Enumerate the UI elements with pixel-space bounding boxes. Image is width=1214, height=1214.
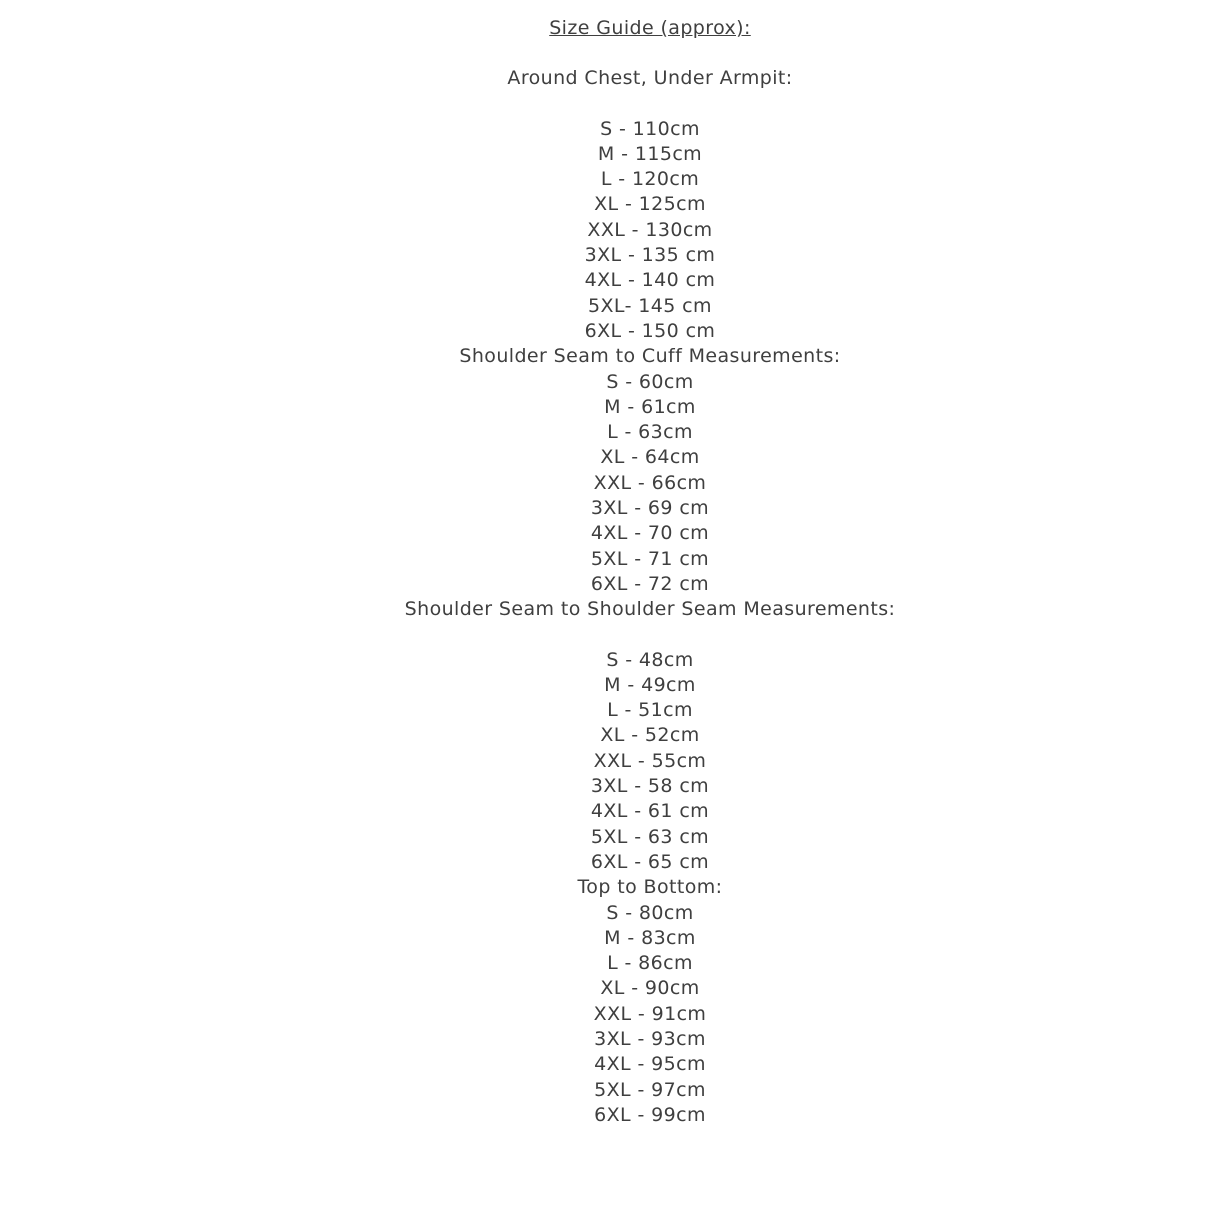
- size-line: L - 51cm: [607, 699, 693, 722]
- size-line: L - 63cm: [607, 421, 693, 444]
- size-line: S - 80cm: [606, 901, 694, 924]
- size-line: XL - 125cm: [594, 193, 706, 216]
- size-list-shoulder-to-shoulder: [86, 648, 1214, 876]
- size-list-around-chest: [86, 117, 1214, 345]
- size-line: 4XL - 70 cm: [590, 522, 710, 545]
- size-line: S - 60cm: [606, 370, 694, 393]
- section-shoulder-to-cuff: [86, 344, 1214, 597]
- size-line: XXL - 91cm: [593, 1002, 707, 1025]
- size-line: M - 83cm: [604, 926, 696, 949]
- size-line: 3XL - 69 cm: [590, 497, 710, 520]
- size-line: 3XL - 135 cm: [584, 244, 716, 267]
- size-line: 4XL - 95cm: [594, 1053, 706, 1076]
- size-line: 6XL - 65 cm: [590, 850, 710, 873]
- size-line: 6XL - 150 cm: [584, 319, 716, 342]
- section-heading-shoulder-to-cuff: Shoulder Seam to Cuff Measurements:: [459, 345, 841, 368]
- size-line: 6XL - 99cm: [594, 1103, 706, 1126]
- size-line: 3XL - 58 cm: [590, 775, 710, 798]
- size-line: 5XL - 63 cm: [590, 825, 710, 848]
- size-list-shoulder-to-cuff: [86, 370, 1214, 598]
- size-line: M - 61cm: [604, 395, 696, 418]
- size-line: XL - 90cm: [600, 977, 700, 1000]
- size-line: L - 86cm: [607, 952, 693, 975]
- size-line: L - 120cm: [600, 168, 700, 191]
- size-guide-title: Size Guide (approx):: [549, 17, 751, 39]
- size-line: S - 48cm: [606, 648, 694, 671]
- size-line: 5XL - 97cm: [594, 1078, 706, 1101]
- section-heading-shoulder-to-shoulder: Shoulder Seam to Shoulder Seam Measurements:: [404, 598, 896, 621]
- size-line: 4XL - 140 cm: [584, 269, 716, 292]
- size-line: XXL - 130cm: [587, 218, 713, 241]
- size-line: 5XL- 145 cm: [588, 294, 712, 317]
- size-line: 5XL - 71 cm: [590, 547, 710, 570]
- size-line: XXL - 55cm: [593, 749, 707, 772]
- section-top-to-bottom: [86, 875, 1214, 1128]
- section-around-chest: [86, 66, 1214, 344]
- size-line: XL - 64cm: [600, 446, 700, 469]
- section-heading-top-to-bottom: Top to Bottom:: [577, 876, 723, 899]
- section-heading-around-chest: Around Chest, Under Armpit:: [507, 67, 793, 90]
- size-line: S - 110cm: [600, 117, 700, 140]
- size-line: 6XL - 72 cm: [590, 572, 710, 595]
- section-shoulder-to-shoulder: [86, 597, 1214, 875]
- size-line: 3XL - 93cm: [594, 1027, 706, 1050]
- size-line: XL - 52cm: [600, 724, 700, 747]
- size-line: 4XL - 61 cm: [590, 800, 710, 823]
- size-line: M - 115cm: [597, 142, 703, 165]
- size-line: M - 49cm: [604, 673, 696, 696]
- size-list-top-to-bottom: [86, 901, 1214, 1129]
- size-line: XXL - 66cm: [593, 471, 707, 494]
